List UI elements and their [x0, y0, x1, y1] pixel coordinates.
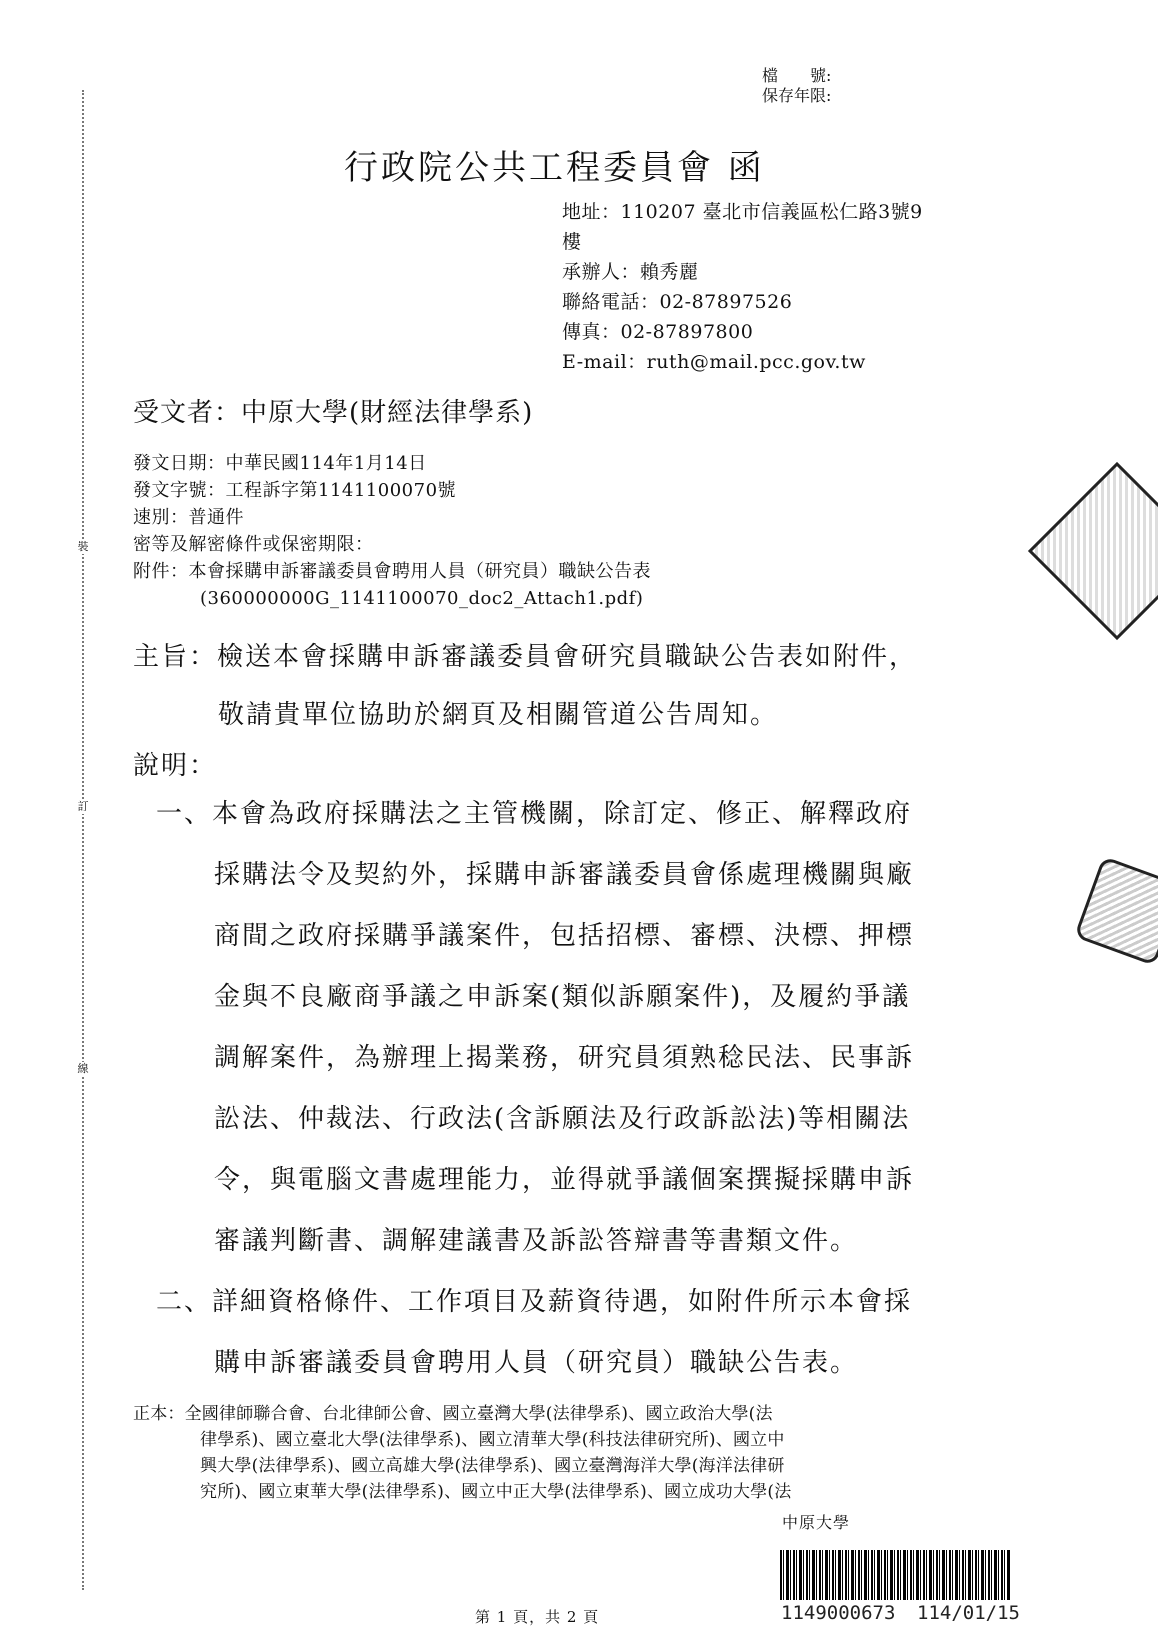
- attachment-file-link[interactable]: (360000000G_1141100070_doc2_Attach1.pdf): [200, 588, 644, 609]
- contact-address-line1: 地址：110207 臺北市信義區松仁路3號9: [562, 201, 923, 223]
- explanation-item1-line: 一、本會為政府採購法之主管機關，除訂定、修正、解釋政府: [156, 799, 913, 829]
- binding-mark-xian: 線: [77, 1062, 89, 1075]
- barcode-date: 114/01/15: [917, 1602, 1020, 1624]
- delivery-speed: 速別：普通件: [133, 507, 244, 528]
- contact-email: E-mail：ruth@mail.pcc.gov.tw: [562, 351, 866, 373]
- contact-phone: 聯絡電話：02-87897526: [562, 291, 793, 313]
- cc-line: 究所)、國立東華大學(法律學系)、國立中正大學(法律學系)、國立成功大學(法: [200, 1482, 792, 1502]
- contact-officer: 承辦人：賴秀麗: [562, 261, 699, 283]
- explanation-item1-line: 採購法令及契約外，採購申訴審議委員會係處理機關與廠: [214, 860, 915, 890]
- barcode: [780, 1550, 1010, 1600]
- subject-line2: 敬請貴單位協助於網頁及相關管道公告周知。: [218, 700, 779, 730]
- cc-line: 正本：全國律師聯合會、台北律師公會、國立臺灣大學(法律學系)、國立政治大學(法: [133, 1404, 773, 1424]
- seal-stamp-icon: [1028, 462, 1158, 640]
- cc-line: 律學系)、國立臺北大學(法律學系)、國立清華大學(科技法律研究所)、國立中: [200, 1430, 785, 1450]
- binding-mark-zhuang: 裝: [77, 540, 89, 553]
- attachment: 附件：本會採購申訴審議委員會聘用人員（研究員）職缺公告表: [133, 561, 651, 582]
- explanation-item1-line: 商間之政府採購爭議案件，包括招標、審標、決標、押標: [214, 921, 915, 951]
- explanation-item1-line: 審議判斷書、調解建議書及訴訟答辯書等書類文件。: [214, 1226, 859, 1256]
- cc-line: 興大學(法律學系)、國立高雄大學(法律學系)、國立臺灣海洋大學(海洋法律研: [200, 1456, 785, 1476]
- explanation-item1-line: 調解案件，為辦理上揭業務，研究員須熟稔民法、民事訴: [214, 1043, 915, 1073]
- file-number-label: 檔 號:: [762, 66, 832, 85]
- explanation-item1-line: 金與不良廠商爭議之申訴案(類似訴願案件)，及履約爭議: [214, 982, 911, 1012]
- binding-mark-ding: 訂: [77, 800, 89, 813]
- emblem-stamp-icon: [1074, 856, 1158, 966]
- secrecy-level: 密等及解密條件或保密期限：: [133, 534, 374, 555]
- barcode-number: 1149000673: [781, 1602, 896, 1624]
- document-number: 發文字號：工程訴字第1141100070號: [133, 480, 457, 501]
- issue-date: 發文日期：中華民國114年1月14日: [133, 453, 427, 474]
- recipient: 受文者：中原大學(財經法律學系): [133, 398, 534, 428]
- explanation-heading: 說明：: [133, 751, 218, 781]
- receiving-org-stamp: 中原大學: [782, 1513, 851, 1532]
- contact-fax: 傳真：02-87897800: [562, 321, 754, 343]
- binding-dotted-line: [82, 90, 84, 1590]
- explanation-item2-line: 購申訴審議委員會聘用人員（研究員）職缺公告表。: [214, 1348, 859, 1378]
- explanation-item1-line: 令，與電腦文書處理能力，並得就爭議個案撰擬採購申訴: [214, 1165, 915, 1195]
- contact-address-line2: 樓: [562, 231, 582, 253]
- explanation-item2-line: 二、詳細資格條件、工作項目及薪資待遇，如附件所示本會採: [156, 1287, 913, 1317]
- explanation-item1-line: 訟法、仲裁法、行政法(含訴願法及行政訴訟法)等相關法: [214, 1104, 911, 1134]
- document-title: 行政院公共工程委員會 函: [344, 148, 765, 188]
- page-number: 第 1 頁，共 2 頁: [475, 1608, 600, 1626]
- retention-label: 保存年限:: [762, 86, 832, 105]
- subject-line1: 主旨：檢送本會採購申訴審議委員會研究員職缺公告表如附件，: [133, 642, 918, 672]
